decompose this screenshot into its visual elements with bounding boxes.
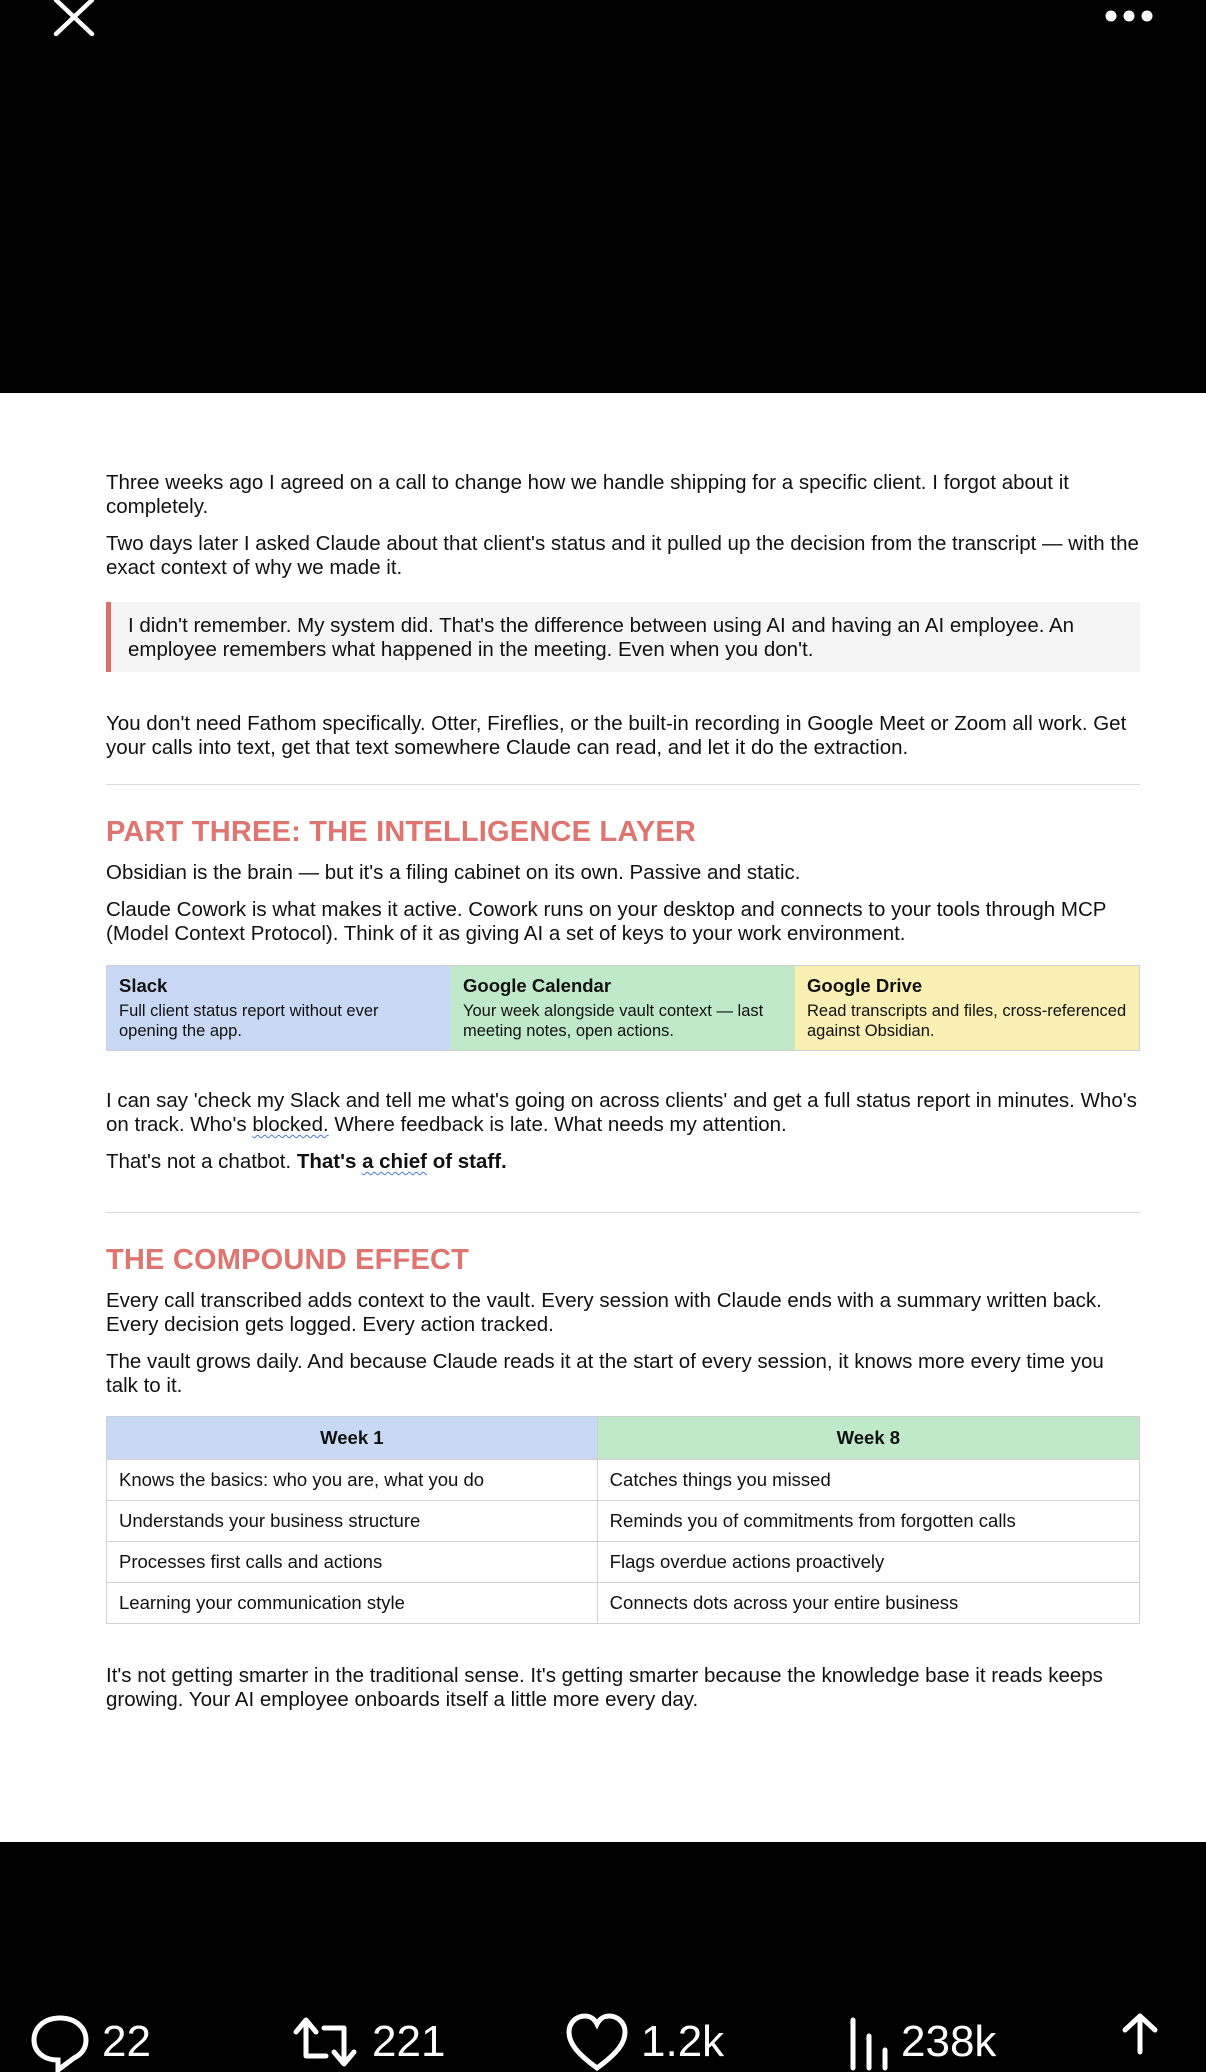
- table-cell: Learning your communication style: [107, 1583, 598, 1624]
- table-row: [107, 1460, 1140, 1501]
- table-cell: Knows the basics: who you are, what you do: [107, 1460, 598, 1501]
- like-button[interactable]: [565, 2012, 724, 2072]
- part-three-paragraph-3: [106, 1089, 1140, 1137]
- close-icon[interactable]: [52, 0, 98, 36]
- tool-card-name: Slack: [119, 975, 168, 996]
- table-row: [107, 1583, 1140, 1624]
- compound-paragraph-1: Every call transcribed adds context to the vault. Every session with Claude ends with a summary written back. Every decision gets logged. Every action tracked.: [106, 1289, 1102, 1336]
- part-three-paragraph-1: Obsidian is the brain — but it's a filing cabinet on its own. Passive and static.: [106, 861, 801, 884]
- table-header-row: [107, 1417, 1140, 1460]
- share-icon: [1115, 2012, 1165, 2072]
- intro-paragraph-1: Three weeks ago I agreed on a call to change how we handle shipping for a specific client. I forgot about it completely.: [106, 471, 1069, 518]
- compound-closing-paragraph: It's not getting smarter in the traditional sense. It's getting smarter because the knowledge base it reads keeps growing. Your AI employee onboards itself a little more every day.: [106, 1664, 1103, 1711]
- tool-card-slack: [107, 966, 451, 1050]
- table-cell: Flags overdue actions proactively: [597, 1542, 1139, 1583]
- intro-paragraph-2: Two days later I asked Claude about that client's status and it pulled up the decision from the transcript — with the exact context of why we made it.: [106, 532, 1139, 579]
- bold-text: [297, 1150, 507, 1173]
- table-header-week-1: Week 1: [107, 1417, 598, 1460]
- table-cell: Processes first calls and actions: [107, 1542, 598, 1583]
- tool-card-desc: Your week alongside vault context — last meeting notes, open actions.: [463, 1002, 764, 1040]
- part-three-heading: PART THREE: THE INTELLIGENCE LAYER: [106, 816, 697, 848]
- section-divider: [106, 784, 1140, 785]
- text-segment: of staff.: [427, 1150, 507, 1173]
- text-segment: That's: [296, 1150, 363, 1173]
- text-segment: That's not a chatbot.: [106, 1150, 297, 1173]
- part-three-paragraph-2: Claude Cowork is what makes it active. Cowork runs on your desktop and connects to your tools through MCP (Model Context Protocol). Think of it as giving AI a set of keys to your work environment.: [106, 898, 1107, 945]
- table-cell: Reminds you of commitments from forgotten calls: [597, 1501, 1139, 1542]
- text-segment: Where feedback is late. What needs my attention.: [328, 1113, 787, 1136]
- reply-icon: [30, 2012, 90, 2072]
- tool-cards-row: [106, 965, 1140, 1051]
- tool-card-desc: Read transcripts and files, cross-referenced against Obsidian.: [807, 1002, 1127, 1040]
- section-divider: [106, 1212, 1140, 1213]
- views-button[interactable]: [845, 2012, 996, 2072]
- tool-card-google-drive: [795, 966, 1139, 1050]
- like-count: 1.2k: [641, 2017, 725, 2066]
- more-options-icon[interactable]: [1104, 9, 1154, 23]
- table-header-week-8: Week 8: [597, 1417, 1139, 1460]
- callout-text: I didn't remember. My system did. That's the difference between using AI and having an AI employee. An employee remembers what happened in the meeting. Even when you don't.: [128, 614, 1075, 661]
- table-cell: Catches things you missed: [597, 1460, 1139, 1501]
- heart-icon: [565, 2012, 629, 2072]
- spellcheck-word: a chief: [362, 1150, 428, 1173]
- compound-heading: THE COMPOUND EFFECT: [106, 1244, 470, 1276]
- table-cell: Connects dots across your entire business: [597, 1583, 1139, 1624]
- week-comparison-table: [106, 1416, 1140, 1624]
- table-row: [107, 1501, 1140, 1542]
- tool-card-name: Google Calendar: [463, 975, 612, 996]
- table-cell: Understands your business structure: [107, 1501, 598, 1542]
- repost-count: 221: [372, 2017, 446, 2066]
- repost-icon: [290, 2012, 360, 2072]
- views-icon: [845, 2012, 889, 2072]
- quote-callout: [106, 602, 1140, 672]
- spellcheck-word: blocked.: [252, 1113, 329, 1136]
- share-button[interactable]: [1115, 2012, 1177, 2072]
- tools-paragraph: You don't need Fathom specifically. Otter, Fireflies, or the built-in recording in Google Meet or Zoom all work. Get your calls into text, get that text somewhere Claude can read, and let it do the extraction.: [106, 712, 1127, 759]
- part-three-paragraph-4: [106, 1150, 1140, 1174]
- table-row: [107, 1542, 1140, 1583]
- tool-card-name: Google Drive: [807, 975, 923, 996]
- repost-button[interactable]: [290, 2012, 445, 2072]
- tool-card-google-calendar: [451, 966, 795, 1050]
- reply-count: 22: [102, 2017, 151, 2066]
- views-count: 238k: [901, 2017, 997, 2066]
- document-content: [106, 471, 1140, 1712]
- text-segment: I can say 'check my Slack and tell me what's going on across clients' and get a full status report in minutes. Who's on track. Who's: [106, 1089, 1137, 1136]
- tool-card-desc: Full client status report without ever opening the app.: [119, 1002, 379, 1040]
- document-image: [0, 393, 1206, 1842]
- compound-paragraph-2: The vault grows daily. And because Claude reads it at the start of every session, it knows more every time you talk to it.: [106, 1350, 1104, 1397]
- viewer-top-bar: [0, 0, 1206, 393]
- reply-button[interactable]: [30, 2012, 151, 2072]
